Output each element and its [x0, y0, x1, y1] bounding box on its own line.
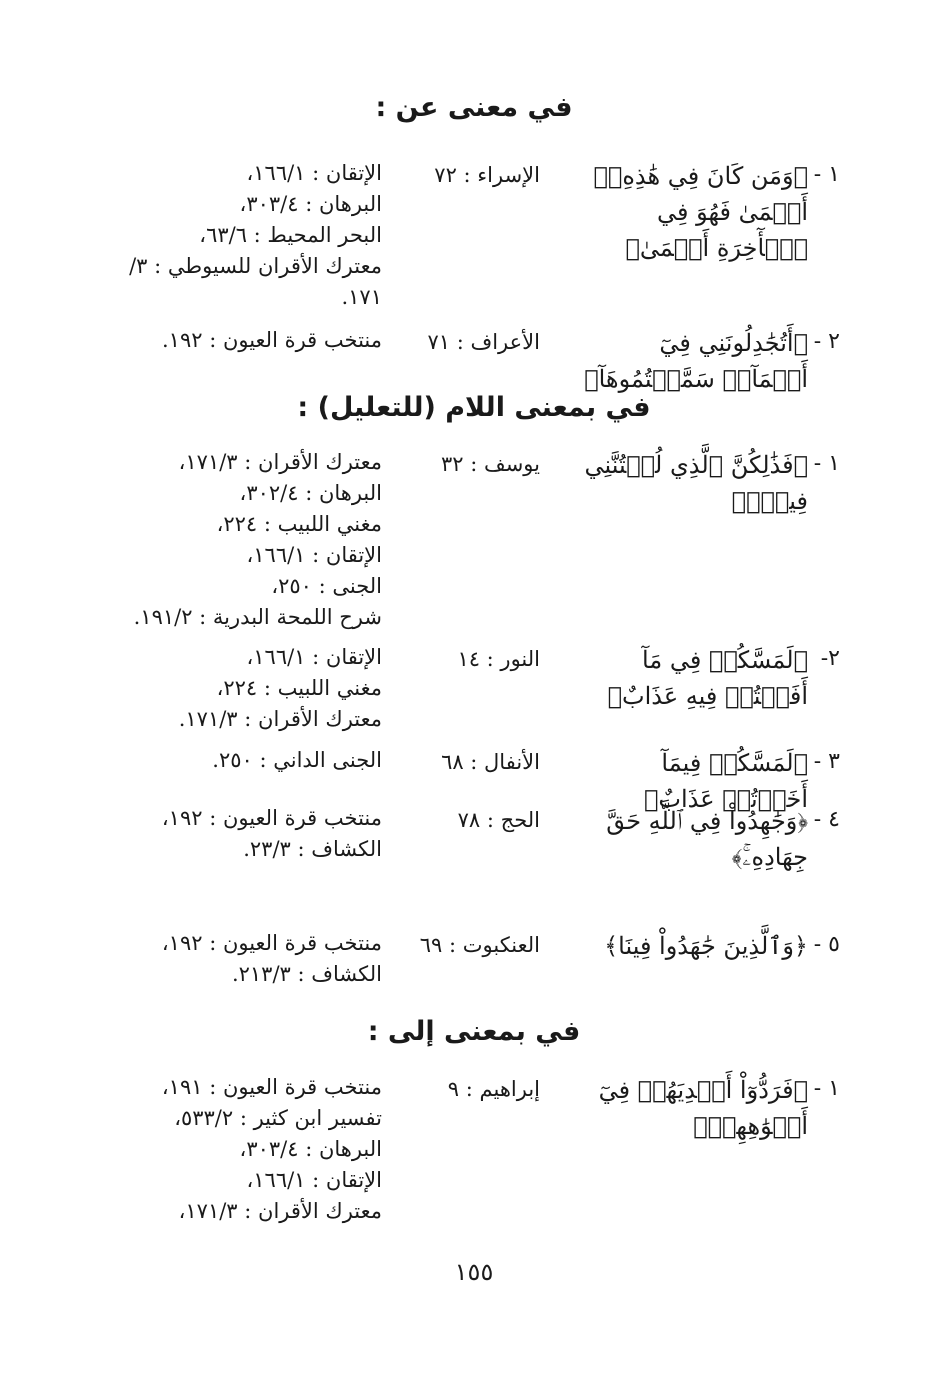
source-item: معترك الأقران : ١٧١/٣، [178, 1199, 382, 1223]
source-list [112, 642, 382, 735]
source-item: منتخب قرة العيون : ١٩٢. [161, 328, 382, 352]
source-item: منتخب قرة العيون : ١٩٢، [161, 931, 382, 955]
source-item: الكشاف : ٢٣/٣. [243, 837, 382, 861]
quran-verse: ﴿لَمَسَّكُمۡ فِي مَآ أَفَضۡتُمۡ فِيهِ عَذَابٌ﴾ [607, 646, 808, 710]
section-heading: في معنى عن : [375, 92, 573, 123]
entry-number: ١ - [813, 451, 840, 476]
source-item: الإتقان : ١٦٦/١، [246, 1168, 382, 1192]
entry-number: ٥ - [813, 932, 840, 957]
quran-verse: ﴿فَذَٰلِكُنَّ ٱلَّذِي لُمۡتُنَّنِي فِيهِۖ﴾ [584, 451, 808, 515]
source-item: معترك الأقران للسيوطي : ٣/ ١٧١. [129, 254, 382, 309]
source-list [112, 158, 382, 313]
surah-reference: الإسراء : ٧٢ [434, 163, 540, 187]
section-heading: في بمعنى إلى : [367, 1016, 581, 1047]
source-item: البرهان : ٣٠٣/٤، [239, 1137, 382, 1161]
entry-number: ١ - [813, 162, 840, 187]
entry-number: ٢- [820, 646, 840, 671]
entry-number: ١ - [813, 1076, 840, 1101]
source-item: الجنى : ٢٥٠، [271, 574, 382, 598]
source-item: تفسير ابن كثير : ٥٣٣/٢، [174, 1106, 382, 1130]
surah-reference: إبراهيم : ٩ [447, 1077, 540, 1101]
section-heading: في بمعنى اللام (للتعليل) : [297, 392, 651, 423]
quran-verse: ﴿أَتُجَٰدِلُونَنِي فِيٓ أَسۡمَآءٖ سَمَّيۡتُمُوهَآ﴾ [584, 329, 808, 393]
source-item: منتخب قرة العيون : ١٩١، [161, 1075, 382, 1099]
quran-verse: ﴿فَرَدُّوٓاْ أَيۡدِيَهُمۡ فِيٓ أَفۡوَٰهِهِمۡ﴾ [598, 1076, 808, 1140]
surah-reference: الأنفال : ٦٨ [441, 750, 540, 774]
source-item: منتخب قرة العيون : ١٩٢، [161, 806, 382, 830]
source-item: الإتقان : ١٦٦/١، [246, 645, 382, 669]
surah-reference: العنكبوت : ٦٩ [419, 933, 540, 957]
quran-verse: ﴿وَٱلَّذِينَ جَٰهَدُواْ فِينَا﴾ [604, 932, 808, 960]
source-item: البرهان : ٣٠٣/٤، [239, 192, 382, 216]
source-item: الإتقان : ١٦٦/١، [246, 161, 382, 185]
surah-reference: يوسف : ٣٢ [440, 452, 540, 476]
source-item: البحر المحيط : ٦٣/٦، [199, 223, 382, 247]
entry-number: ٢ - [813, 329, 840, 354]
source-list [112, 447, 382, 633]
quran-verse: ﴿وَجَٰهِدُواْ فِي ٱللَّهِ حَقَّ جِهَادِهِۦۚ﴾ [606, 807, 808, 871]
source-item: مغني اللبيب : ٢٢٤، [216, 512, 382, 536]
source-list [112, 745, 382, 776]
quran-verse: ﴿لَمَسَّكُمۡ فِيمَآ أَخَذۡتُمۡ عَذَابٌ﴾ [643, 749, 808, 813]
entry-number: ٣ - [813, 749, 840, 774]
surah-reference: الأعراف : ٧١ [427, 330, 540, 354]
source-list [112, 803, 382, 865]
quran-verse: ﴿وَمَن كَانَ فِي هَٰذِهِۦٓ أَعۡمَىٰ فَهُوَ فِي ٱلۡأٓخِرَةِ أَعۡمَىٰ﴾ [593, 162, 808, 262]
source-item: البرهان : ٣٠٢/٤، [239, 481, 382, 505]
source-item: الإتقان : ١٦٦/١، [246, 543, 382, 567]
source-list [112, 325, 382, 356]
source-item: الكشاف : ٢١٣/٣. [231, 962, 382, 986]
source-item: الجنى الداني : ٢٥٠. [212, 748, 382, 772]
source-item: معترك الأقران : ١٧١/٣، [178, 450, 382, 474]
source-item: شرح اللمحة البدرية : ١٩١/٢. [133, 605, 382, 629]
source-list [112, 1072, 382, 1227]
source-list [112, 928, 382, 990]
source-item: مغني اللبيب : ٢٢٤، [216, 676, 382, 700]
surah-reference: النور : ١٤ [457, 647, 540, 671]
source-item: معترك الأقران : ١٧١/٣. [178, 707, 382, 731]
surah-reference: الحج : ٧٨ [457, 808, 540, 832]
page-number: ١٥٥ [454, 1258, 494, 1286]
entry-number: ٤ - [813, 807, 840, 832]
